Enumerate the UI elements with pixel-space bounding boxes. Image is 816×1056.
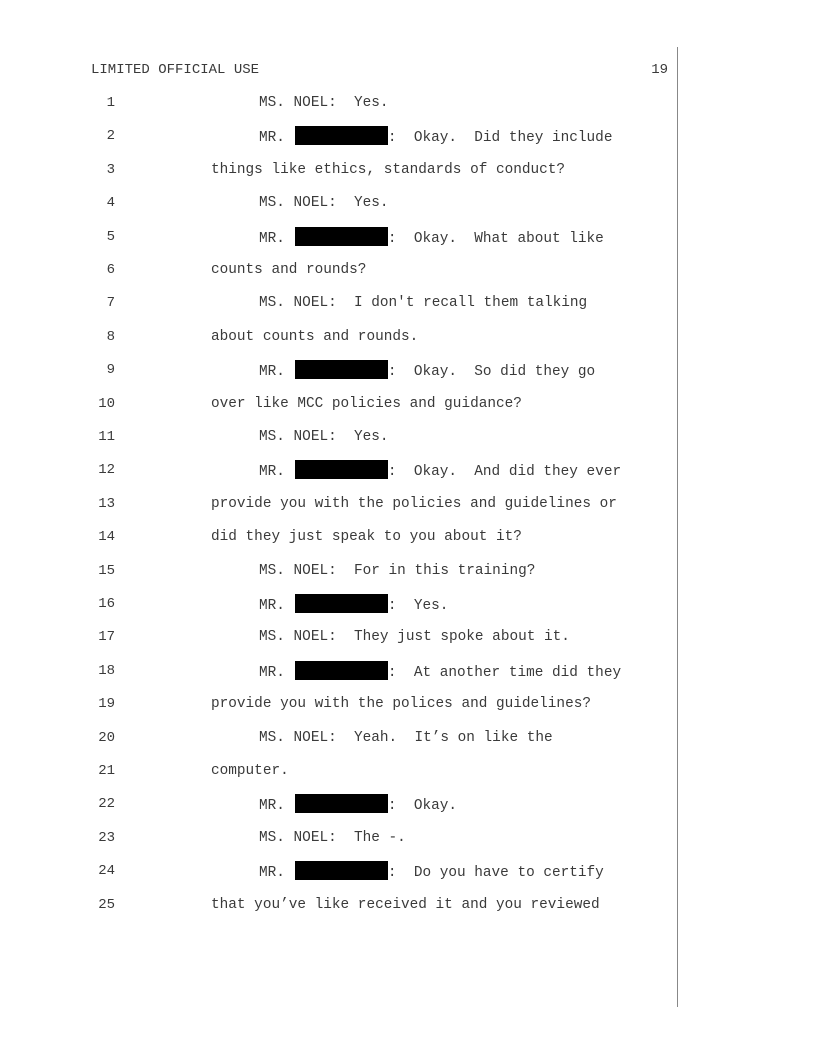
line-text	[211, 494, 617, 514]
transcript-line	[0, 627, 680, 647]
transcript-line	[0, 460, 680, 480]
redaction-box	[295, 460, 388, 479]
spoken-text: Yeah. It’s on like the	[336, 729, 553, 746]
line-text	[259, 293, 587, 313]
line-number: 9	[106, 362, 115, 379]
spoken-text: I don't recall them talking	[336, 295, 588, 312]
redaction-box	[295, 360, 388, 379]
redaction-box	[295, 227, 388, 246]
transcript-line	[0, 661, 680, 681]
page-number: 19	[651, 62, 668, 78]
redaction-box	[295, 126, 388, 145]
spoken-text: : Okay. And did they ever	[387, 464, 622, 481]
spoken-text: : Do you have to certify	[387, 865, 604, 882]
spoken-text: things like ethics, standards of conduct?	[211, 161, 566, 178]
line-text	[259, 360, 595, 382]
line-text	[259, 794, 457, 816]
spoken-text: : Okay.	[387, 798, 458, 815]
speaker-label: MS. NOEL:	[259, 95, 337, 111]
transcript-line	[0, 126, 680, 146]
transcript-line	[0, 193, 680, 213]
line-number: 5	[106, 228, 115, 245]
spoken-text: : Okay. What about like	[387, 230, 604, 247]
line-text	[211, 327, 418, 347]
spoken-text: computer.	[211, 763, 289, 779]
spoken-text: : Yes.	[387, 598, 449, 614]
spoken-text: provide you with the policies and guidelines or	[211, 495, 617, 512]
redaction-box	[295, 861, 388, 880]
line-text	[259, 661, 621, 683]
line-text	[259, 93, 389, 113]
transcript-line	[0, 527, 680, 547]
transcript-line	[0, 227, 680, 247]
line-text	[259, 561, 535, 581]
line-text	[211, 761, 289, 781]
classification-header: LIMITED OFFICIAL USE	[91, 62, 260, 78]
speaker-label: MS. NOEL:	[259, 729, 337, 746]
line-number: 18	[98, 662, 115, 679]
line-number: 19	[98, 696, 115, 713]
line-text	[211, 260, 366, 280]
spoken-text: Yes.	[336, 429, 389, 445]
speaker-label: MS. NOEL:	[259, 195, 337, 212]
speaker-label: MS. NOEL:	[259, 562, 337, 579]
line-number: 25	[98, 896, 115, 913]
speaker-label: MS. NOEL:	[259, 429, 337, 445]
line-number: 13	[98, 495, 115, 512]
speaker-label: MS. NOEL:	[259, 829, 337, 846]
line-text	[211, 394, 522, 414]
transcript-line	[0, 761, 680, 781]
speaker-label: MS. NOEL:	[259, 295, 337, 312]
transcript-line	[0, 360, 680, 380]
redaction-box	[295, 661, 388, 680]
speaker-label: MR.	[259, 664, 285, 681]
spoken-text: about counts and rounds.	[211, 328, 419, 345]
speaker-label: MR.	[259, 364, 285, 381]
line-text	[211, 527, 522, 547]
line-number: 22	[98, 796, 115, 813]
transcript-line	[0, 728, 680, 748]
line-number: 6	[106, 262, 115, 278]
redaction-box	[295, 794, 388, 813]
line-number: 24	[98, 863, 115, 880]
line-number: 1	[106, 95, 115, 111]
line-number: 8	[106, 328, 115, 345]
line-text	[211, 694, 591, 714]
line-text	[259, 126, 612, 148]
transcript-line	[0, 895, 680, 915]
line-text	[259, 728, 553, 748]
transcript-line	[0, 861, 680, 881]
line-number: 2	[106, 128, 115, 145]
line-number: 3	[106, 161, 115, 178]
line-number: 21	[98, 763, 115, 779]
transcript-line	[0, 594, 680, 614]
line-text	[259, 861, 604, 883]
line-text	[259, 594, 448, 616]
speaker-label: MS. NOEL:	[259, 629, 337, 646]
spoken-text: : Okay. Did they include	[387, 130, 613, 147]
transcript-line	[0, 394, 680, 414]
transcript-line	[0, 828, 680, 848]
line-number: 14	[98, 529, 115, 546]
spoken-text: counts and rounds?	[211, 262, 367, 278]
line-text	[211, 895, 600, 915]
spoken-text: Yes.	[336, 95, 389, 111]
spoken-text: For in this training?	[336, 562, 536, 579]
line-number: 12	[98, 462, 115, 479]
line-number: 11	[98, 429, 115, 445]
line-text	[259, 193, 389, 213]
speaker-label: MR.	[259, 464, 285, 481]
spoken-text: They just spoke about it.	[336, 629, 570, 646]
transcript-line	[0, 260, 680, 280]
line-text	[259, 227, 604, 249]
line-text	[211, 160, 565, 180]
speaker-label: MR.	[259, 130, 285, 147]
spoken-text: : At another time did they	[387, 664, 622, 681]
line-number: 20	[98, 729, 115, 746]
speaker-label: MR.	[259, 598, 285, 614]
transcript-line	[0, 427, 680, 447]
spoken-text: : Okay. So did they go	[387, 364, 596, 381]
line-text	[259, 828, 406, 848]
spoken-text: over like MCC policies and guidance?	[211, 395, 522, 412]
speaker-label: MR.	[259, 865, 285, 882]
line-number: 17	[98, 629, 115, 646]
speaker-label: MR.	[259, 230, 285, 247]
line-text	[259, 627, 570, 647]
speaker-label: MR.	[259, 798, 285, 815]
line-text	[259, 460, 621, 482]
transcript-line	[0, 561, 680, 581]
spoken-text: provide you with the polices and guidelines?	[211, 696, 591, 713]
spoken-text: did they just speak to you about it?	[211, 529, 522, 546]
spoken-text: that you’ve like received it and you reviewed	[211, 896, 600, 913]
line-number: 15	[98, 562, 115, 579]
transcript-line	[0, 293, 680, 313]
transcript-line	[0, 694, 680, 714]
transcript-line	[0, 160, 680, 180]
transcript-line	[0, 794, 680, 814]
redaction-box	[295, 594, 388, 613]
spoken-text: Yes.	[336, 195, 389, 212]
spoken-text: The -.	[336, 829, 406, 846]
line-number: 7	[106, 295, 115, 312]
line-number: 10	[98, 395, 115, 412]
transcript-line	[0, 327, 680, 347]
line-number: 16	[98, 596, 115, 612]
line-number: 4	[106, 195, 115, 212]
line-number: 23	[98, 829, 115, 846]
line-text	[259, 427, 389, 447]
transcript-line	[0, 93, 680, 113]
transcript-line	[0, 494, 680, 514]
